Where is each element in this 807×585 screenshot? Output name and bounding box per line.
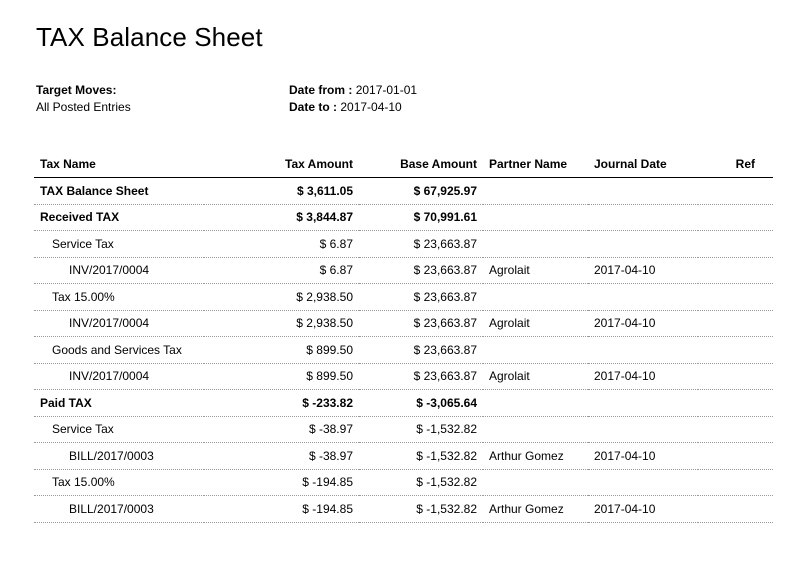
cell-base-amount: $ -1,532.82 — [359, 496, 483, 523]
cell-base-amount: $ -1,532.82 — [359, 416, 483, 443]
tax-balance-table — [34, 151, 773, 523]
table-row — [34, 284, 773, 311]
table-row — [34, 204, 773, 231]
cell-tax-amount: $ 6.87 — [204, 231, 359, 258]
cell-ref — [698, 469, 773, 496]
cell-tax-name: INV/2017/0004 — [34, 310, 204, 337]
table-row — [34, 469, 773, 496]
table-row — [34, 337, 773, 364]
cell-ref — [698, 416, 773, 443]
table-row — [34, 416, 773, 443]
cell-base-amount: $ 23,663.87 — [359, 337, 483, 364]
cell-partner-name: Agrolait — [483, 310, 588, 337]
cell-tax-name: Service Tax — [34, 231, 204, 258]
cell-tax-name: INV/2017/0004 — [34, 363, 204, 390]
date-to-line — [289, 99, 417, 116]
target-moves-label: Target Moves: — [36, 83, 117, 97]
cell-partner-name — [483, 390, 588, 417]
cell-tax-name: Goods and Services Tax — [34, 337, 204, 364]
date-to-value: 2017-04-10 — [340, 100, 402, 114]
cell-base-amount: $ 23,663.87 — [359, 257, 483, 284]
table-header-row — [34, 151, 773, 178]
cell-base-amount: $ -3,065.64 — [359, 390, 483, 417]
cell-base-amount: $ 23,663.87 — [359, 284, 483, 311]
cell-tax-amount: $ 2,938.50 — [204, 284, 359, 311]
header-tax-amount: Tax Amount — [204, 151, 359, 178]
cell-tax-name: TAX Balance Sheet — [34, 178, 204, 205]
cell-tax-name: INV/2017/0004 — [34, 257, 204, 284]
cell-tax-amount: $ -38.97 — [204, 416, 359, 443]
cell-partner-name: Arthur Gomez — [483, 496, 588, 523]
cell-tax-name: Service Tax — [34, 416, 204, 443]
cell-base-amount: $ 70,991.61 — [359, 204, 483, 231]
cell-journal-date — [588, 416, 698, 443]
cell-tax-amount: $ 2,938.50 — [204, 310, 359, 337]
header-partner-name: Partner Name — [483, 151, 588, 178]
cell-journal-date: 2017-04-10 — [588, 363, 698, 390]
cell-base-amount: $ -1,532.82 — [359, 443, 483, 470]
header-tax-name: Tax Name — [34, 151, 204, 178]
cell-tax-name: BILL/2017/0003 — [34, 443, 204, 470]
cell-partner-name: Agrolait — [483, 257, 588, 284]
cell-base-amount: $ 23,663.87 — [359, 231, 483, 258]
date-range-block — [289, 82, 417, 116]
date-from-label: Date from : — [289, 83, 353, 97]
cell-journal-date — [588, 284, 698, 311]
table-row — [34, 496, 773, 523]
cell-journal-date — [588, 204, 698, 231]
cell-tax-amount: $ 3,844.87 — [204, 204, 359, 231]
cell-ref — [698, 204, 773, 231]
cell-base-amount: $ 23,663.87 — [359, 310, 483, 337]
cell-base-amount: $ 67,925.97 — [359, 178, 483, 205]
cell-journal-date: 2017-04-10 — [588, 443, 698, 470]
header-journal-date: Journal Date — [588, 151, 698, 178]
cell-partner-name — [483, 178, 588, 205]
cell-ref — [698, 443, 773, 470]
cell-journal-date: 2017-04-10 — [588, 496, 698, 523]
cell-journal-date — [588, 390, 698, 417]
cell-tax-name: BILL/2017/0003 — [34, 496, 204, 523]
cell-journal-date: 2017-04-10 — [588, 310, 698, 337]
cell-base-amount: $ 23,663.87 — [359, 363, 483, 390]
cell-partner-name — [483, 416, 588, 443]
cell-ref — [698, 337, 773, 364]
cell-tax-amount: $ -194.85 — [204, 496, 359, 523]
cell-ref — [698, 496, 773, 523]
date-from-line — [289, 82, 417, 99]
report-title: TAX Balance Sheet — [36, 22, 263, 52]
table-row — [34, 178, 773, 205]
date-to-label: Date to : — [289, 100, 337, 114]
table-row — [34, 390, 773, 417]
cell-tax-amount: $ -194.85 — [204, 469, 359, 496]
cell-partner-name — [483, 337, 588, 364]
cell-tax-amount: $ 899.50 — [204, 363, 359, 390]
cell-partner-name — [483, 469, 588, 496]
cell-journal-date — [588, 178, 698, 205]
cell-journal-date — [588, 337, 698, 364]
cell-partner-name — [483, 231, 588, 258]
cell-tax-amount: $ -38.97 — [204, 443, 359, 470]
cell-ref — [698, 231, 773, 258]
cell-journal-date: 2017-04-10 — [588, 257, 698, 284]
target-moves-block — [36, 82, 131, 116]
cell-ref — [698, 284, 773, 311]
table-row — [34, 363, 773, 390]
header-ref: Ref — [698, 151, 773, 178]
cell-tax-amount: $ 3,611.05 — [204, 178, 359, 205]
cell-ref — [698, 390, 773, 417]
cell-journal-date — [588, 469, 698, 496]
cell-ref — [698, 257, 773, 284]
date-from-value: 2017-01-01 — [355, 83, 418, 97]
cell-tax-name: Received TAX — [34, 204, 204, 231]
cell-base-amount: $ -1,532.82 — [359, 469, 483, 496]
cell-tax-name: Tax 15.00% — [34, 469, 204, 496]
target-moves-value: All Posted Entries — [36, 100, 131, 114]
table-row — [34, 257, 773, 284]
cell-journal-date — [588, 231, 698, 258]
cell-tax-name: Paid TAX — [34, 390, 204, 417]
cell-partner-name: Agrolait — [483, 363, 588, 390]
cell-partner-name — [483, 204, 588, 231]
table-row — [34, 310, 773, 337]
cell-tax-name: Tax 15.00% — [34, 284, 204, 311]
table-body — [34, 178, 773, 523]
cell-tax-amount: $ 899.50 — [204, 337, 359, 364]
cell-tax-amount: $ 6.87 — [204, 257, 359, 284]
cell-partner-name: Arthur Gomez — [483, 443, 588, 470]
cell-partner-name — [483, 284, 588, 311]
table-row — [34, 443, 773, 470]
header-base-amount: Base Amount — [359, 151, 483, 178]
cell-tax-amount: $ -233.82 — [204, 390, 359, 417]
cell-ref — [698, 363, 773, 390]
cell-ref — [698, 178, 773, 205]
table-row — [34, 231, 773, 258]
cell-ref — [698, 310, 773, 337]
